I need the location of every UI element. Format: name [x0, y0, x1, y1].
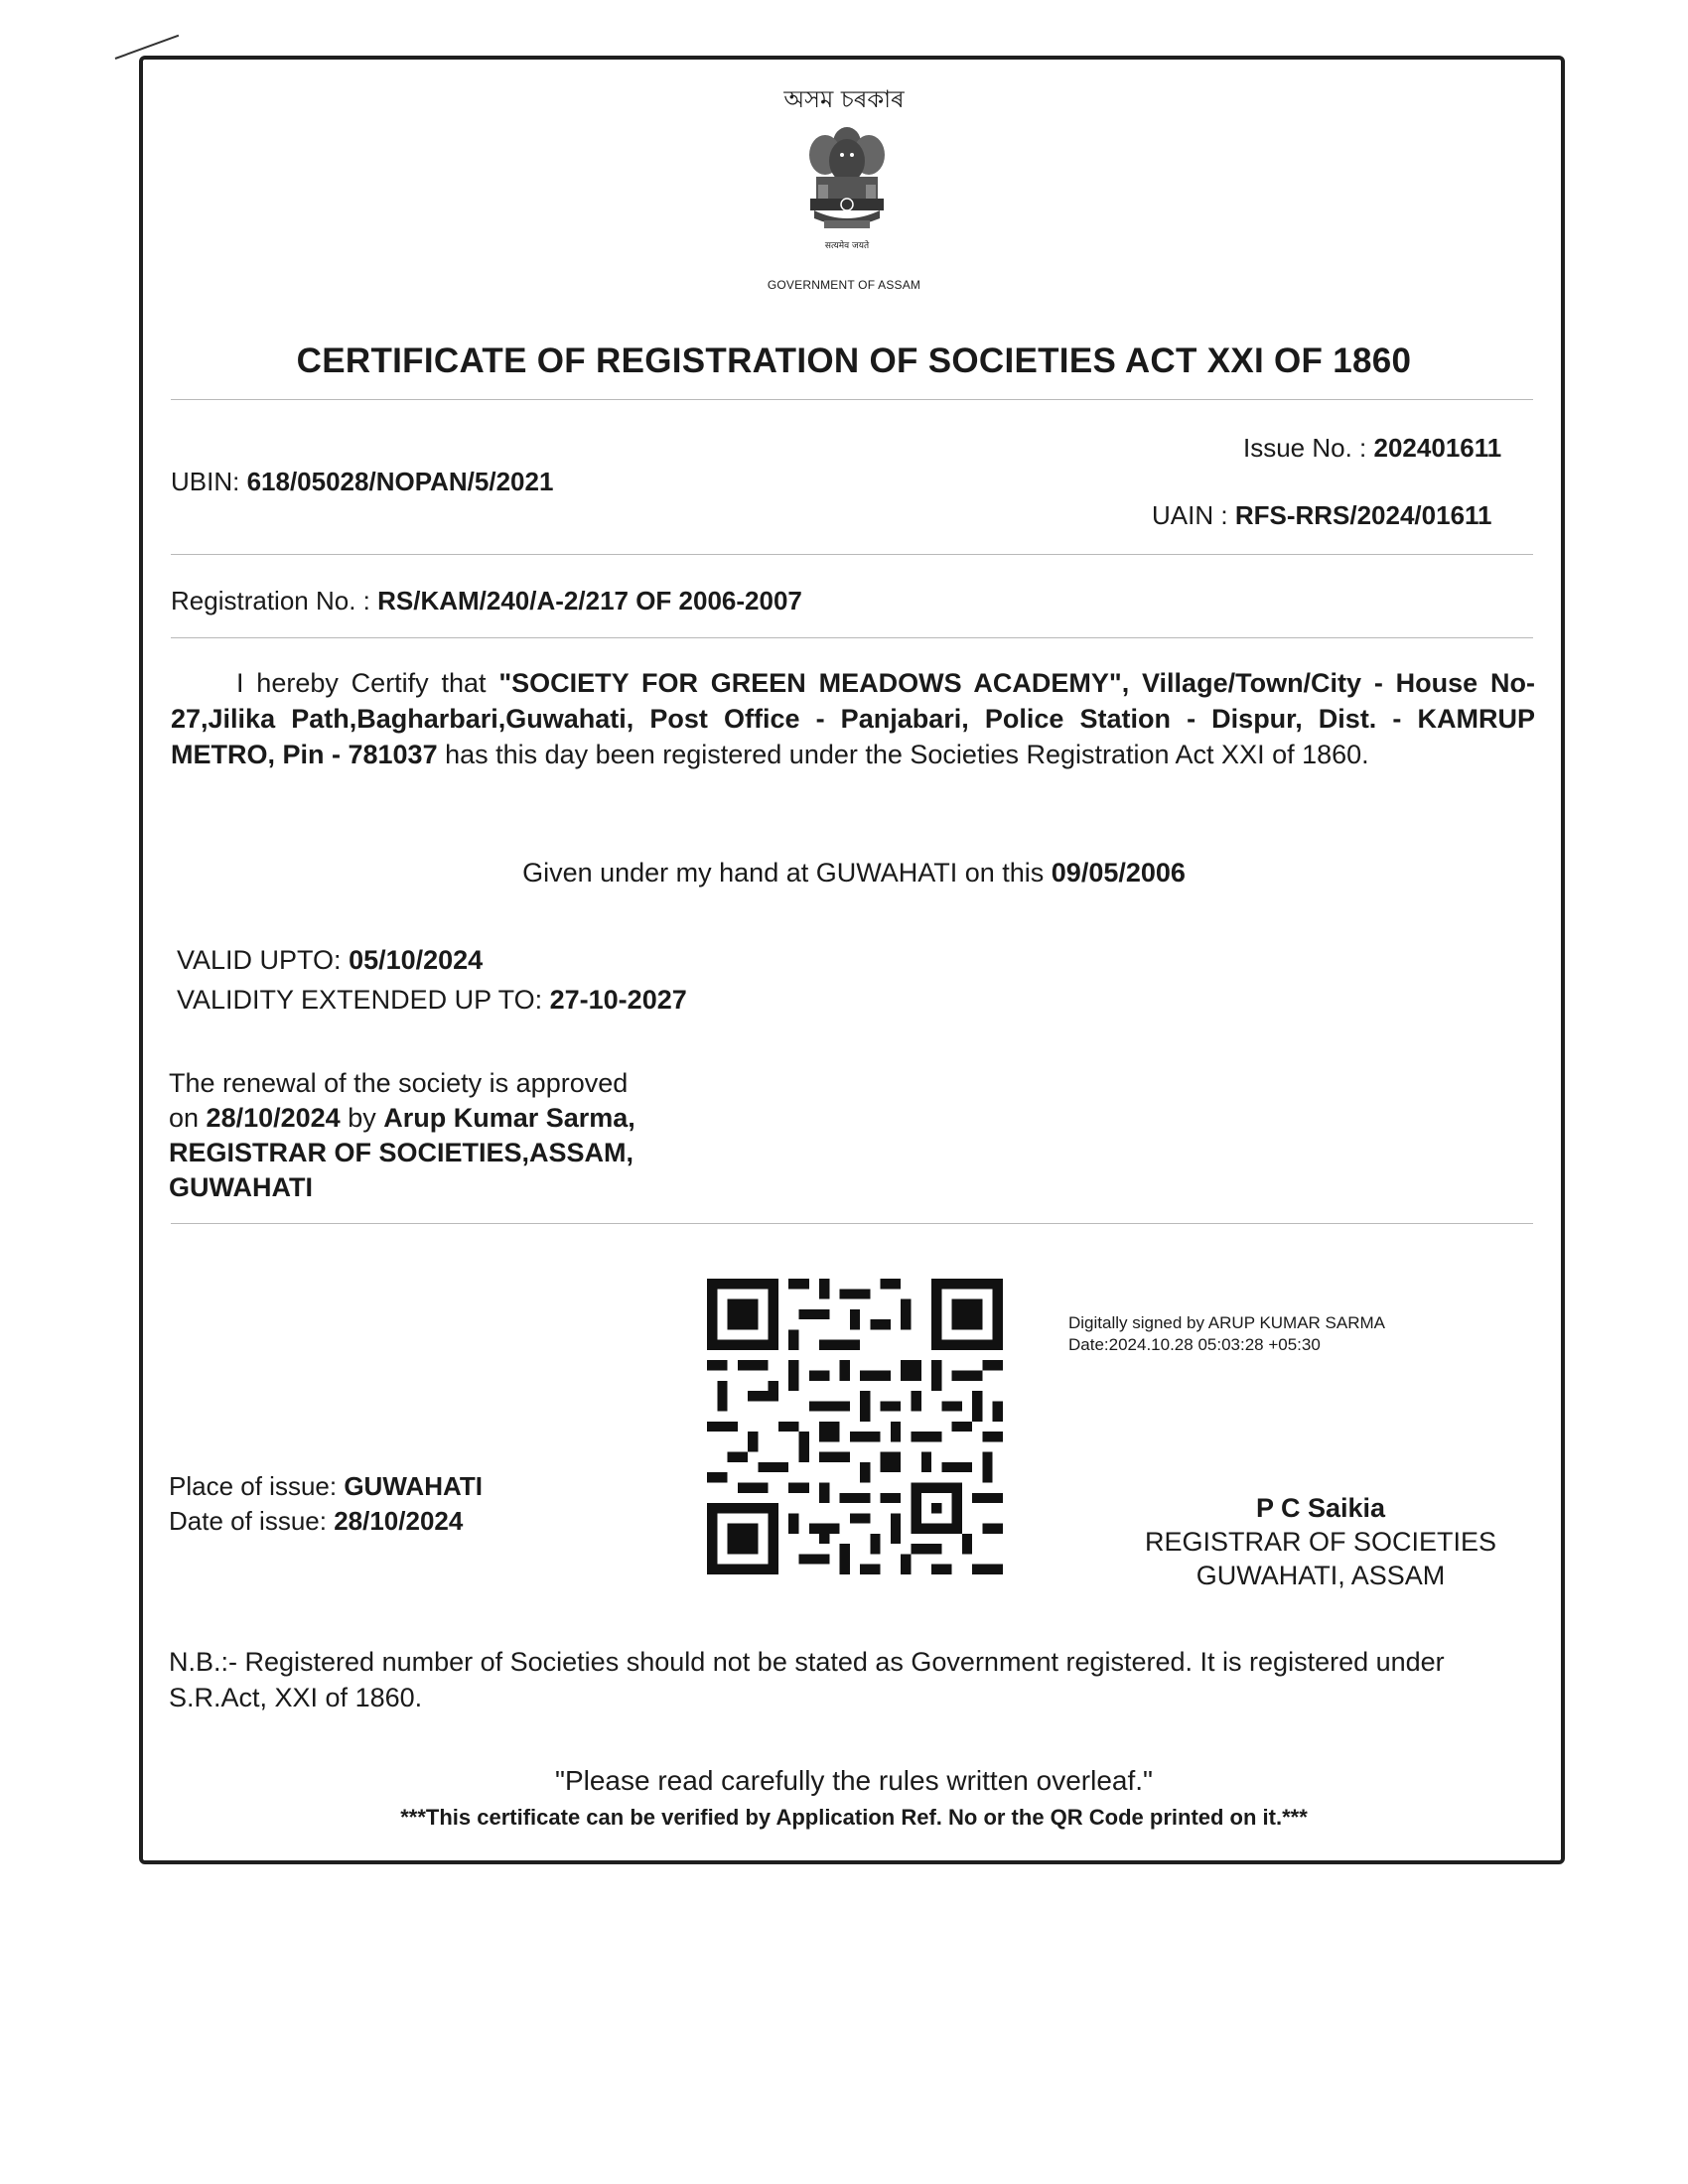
issue-details — [169, 1469, 483, 1539]
registration-number — [171, 586, 802, 616]
validity-extended-label: VALIDITY EXTENDED UP TO: — [177, 985, 550, 1015]
date-of-issue-value: 28/10/2024 — [334, 1506, 464, 1536]
registration-value: RS/KAM/240/A-2/217 OF 2006-2007 — [377, 586, 802, 615]
given-date: 09/05/2006 — [1051, 858, 1186, 887]
given-under-hand — [0, 858, 1688, 888]
date-of-issue-label: Date of issue: — [169, 1506, 335, 1536]
signatory-name: P C Saikia — [1255, 1493, 1386, 1523]
date-of-issue — [169, 1504, 483, 1539]
note-registration: N.B.:- Registered number of Societies should not be stated as Government registered. It is registered under S.R.Act, XXI of 1860. — [169, 1647, 1445, 1712]
issue-number-label: Issue No. : — [1243, 433, 1367, 463]
ubin-value: 618/05028/NOPAN/5/2021 — [246, 467, 554, 496]
renewal-authority: Arup Kumar Sarma, REGISTRAR OF SOCIETIES,ASSAM, GUWAHATI — [169, 1103, 635, 1202]
divider — [171, 399, 1533, 400]
signatory-designation: REGISTRAR OF SOCIETIES — [1144, 1527, 1497, 1557]
digital-signature — [1068, 1312, 1385, 1356]
signatory-location: GUWAHATI, ASSAM — [1196, 1561, 1446, 1590]
assamese-govt-title: অসম চৰকাৰ — [783, 85, 905, 113]
uain — [1152, 500, 1492, 531]
certification-intro: I hereby Certify that — [236, 668, 499, 698]
valid-upto — [177, 945, 483, 976]
valid-upto-label: VALID UPTO: — [177, 945, 350, 975]
valid-upto-value: 05/10/2024 — [349, 945, 484, 975]
emblem-motto: सत्यमेव जयते — [824, 241, 870, 251]
digital-signature-signer: Digitally signed by ARUP KUMAR SARMA — [1068, 1313, 1386, 1332]
qr-code-icon — [707, 1279, 1003, 1574]
issue-number-value: 202401611 — [1373, 433, 1502, 463]
uain-label: UAIN : — [1152, 500, 1228, 530]
ubin-label: UBIN: — [171, 467, 240, 496]
govt-english-label: GOVERNMENT OF ASSAM — [767, 278, 921, 292]
ubin — [171, 467, 553, 497]
society-details: "SOCIETY FOR GREEN MEADOWS ACADEMY", Village/Town/City - House No-27,Jilika Path,Bagharbari,Guwahati, Post Office - Panjabari, Police Station - Dispur, Dist. - KAMRUP METRO, Pin - 781037 — [171, 668, 1535, 769]
place-of-issue-value: GUWAHATI — [344, 1471, 483, 1501]
registration-label: Registration No. : — [171, 586, 370, 615]
national-emblem-icon — [794, 115, 900, 264]
renewal-by: by — [340, 1103, 384, 1133]
verification-note: ***This certificate can be verified by Application Ref. No or the QR Code printed on it.*** — [400, 1805, 1308, 1830]
divider — [171, 1223, 1533, 1224]
given-text: Given under my hand at GUWAHATI on this — [522, 858, 1052, 887]
issue-number — [1243, 433, 1501, 464]
certification-paragraph — [171, 665, 1535, 772]
uain-value: RFS-RRS/2024/01611 — [1234, 500, 1492, 530]
renewal-date: 28/10/2024 — [206, 1103, 341, 1133]
renewal-text: The renewal of the society is approved on — [169, 1068, 629, 1133]
digital-signature-date: Date:2024.10.28 05:03:28 +05:30 — [1068, 1335, 1321, 1354]
read-overleaf-note: "Please read carefully the rules written overleaf." — [555, 1765, 1153, 1796]
signatory-block — [1072, 1491, 1569, 1592]
place-of-issue-label: Place of issue: — [169, 1471, 345, 1501]
validity-extended-value: 27-10-2027 — [549, 985, 687, 1015]
place-of-issue — [169, 1469, 483, 1504]
certification-outro: has this day been registered under the Societies Registration Act XXI of 1860. — [437, 740, 1369, 769]
divider — [171, 554, 1533, 555]
certificate-title: CERTIFICATE OF REGISTRATION OF SOCIETIES ACT XXI OF 1860 — [296, 341, 1412, 380]
validity-extended — [177, 985, 687, 1016]
renewal-note — [169, 1066, 635, 1205]
divider — [171, 637, 1533, 638]
